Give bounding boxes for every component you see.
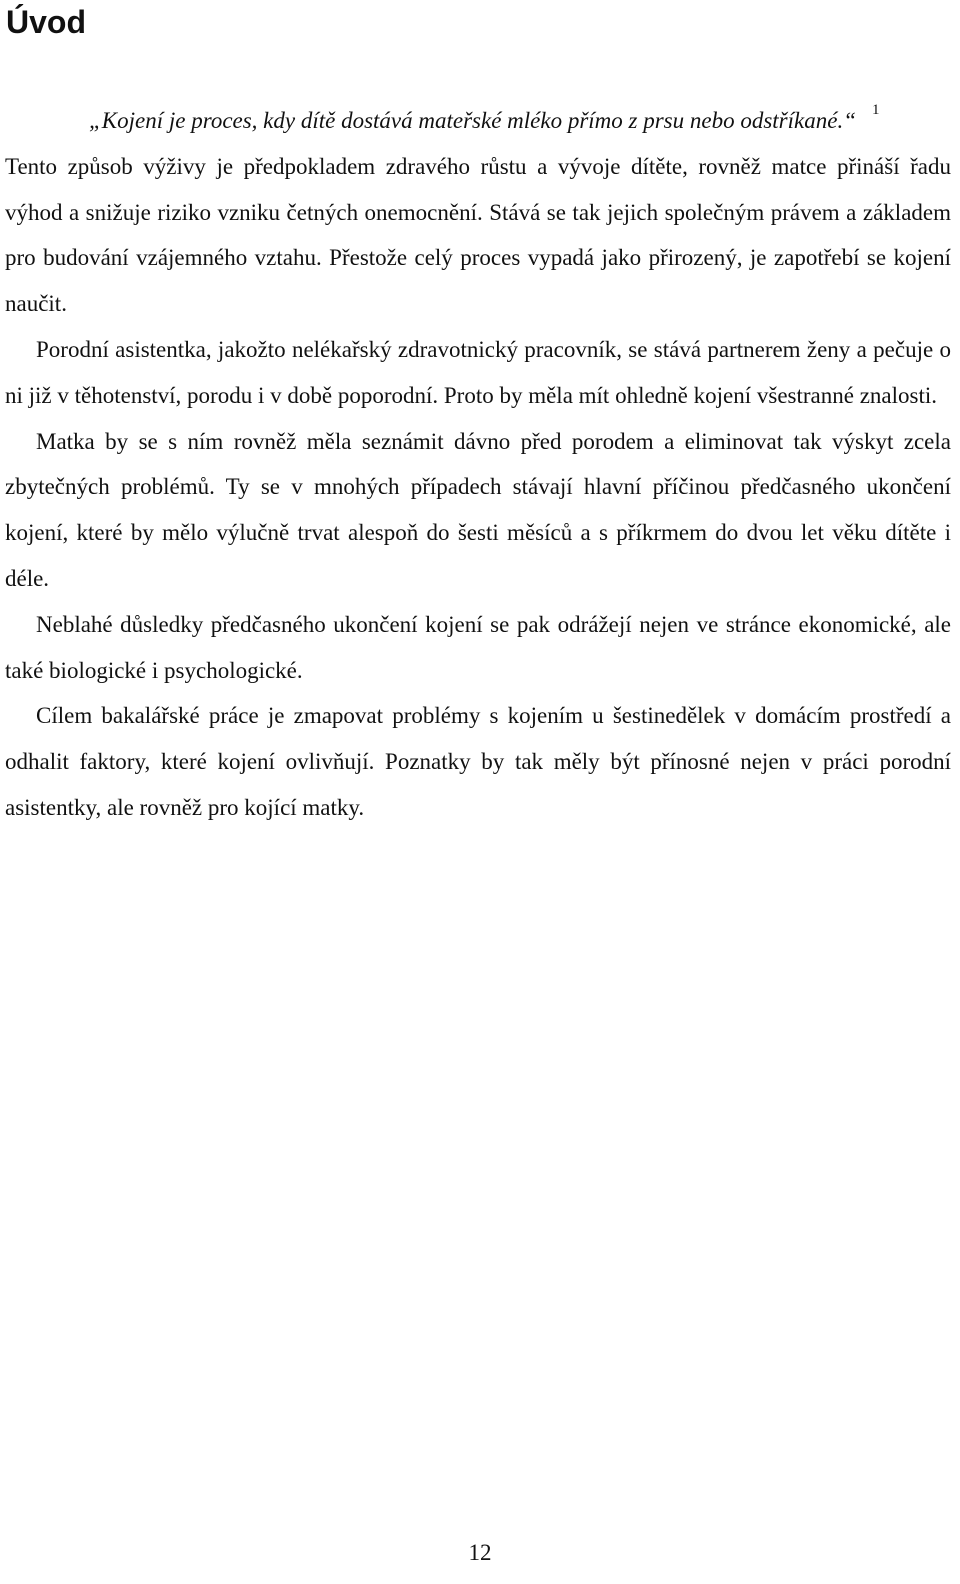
section-heading: Úvod [6,4,86,40]
paragraph: Cílem bakalářské práce je zmapovat problémy s kojením u šestinedělek v domácím prostředí a odhalit faktory, které kojení ovlivňují. Poznatky by tak měly být přínosné nejen v práci porodní asistentky, ale rovněž pro kojící matky. [5,703,951,820]
paragraph-intro [5,98,951,327]
paragraph-text: Tento způsob výživy je předpokladem zdravého růstu a vývoje dítěte, rovněž matce přináší řadu výhod a snižuje riziko vzniku četných onemocnění. Stává se tak jejich společným právem a základem pro budování vzájemného vztahu. Přestože celý proces vypadá jako přirozený, je zapotřebí se kojení naučit. [5,153,951,317]
paragraph: Neblahé důsledky předčasného ukončení kojení se pak odrážejí nejen ve stránce ekonomické, ale také biologické i psychologické. [5,611,951,683]
paragraph: Matka by se s ním rovněž měla seznámit dávno před porodem a eliminovat tak výskyt zcela zbytečných problémů. Ty se v mnohých případech stávají hlavní příčinou předčasného ukončení kojení, které by mělo výlučně trvat alespoň do šesti měsíců a s příkrmem do dvou let věku dítěte i déle. [5,428,951,591]
footnote-reference[interactable]: 1 [872,102,880,118]
quote-text: „Kojení je proces, kdy dítě dostává mateřské mléko přímo z prsu nebo odstříkané.“ [89,108,856,133]
quote-line [5,98,951,144]
page-number: 12 [468,1540,492,1565]
paragraph: Porodní asistentka, jakožto nelékařský zdravotnický pracovník, se stává partnerem ženy a pečuje o ni již v těhotenství, porodu i v době poporodní. Proto by měla mít ohledně kojení všestranné znalosti. [5,336,951,408]
body-text [5,98,951,831]
